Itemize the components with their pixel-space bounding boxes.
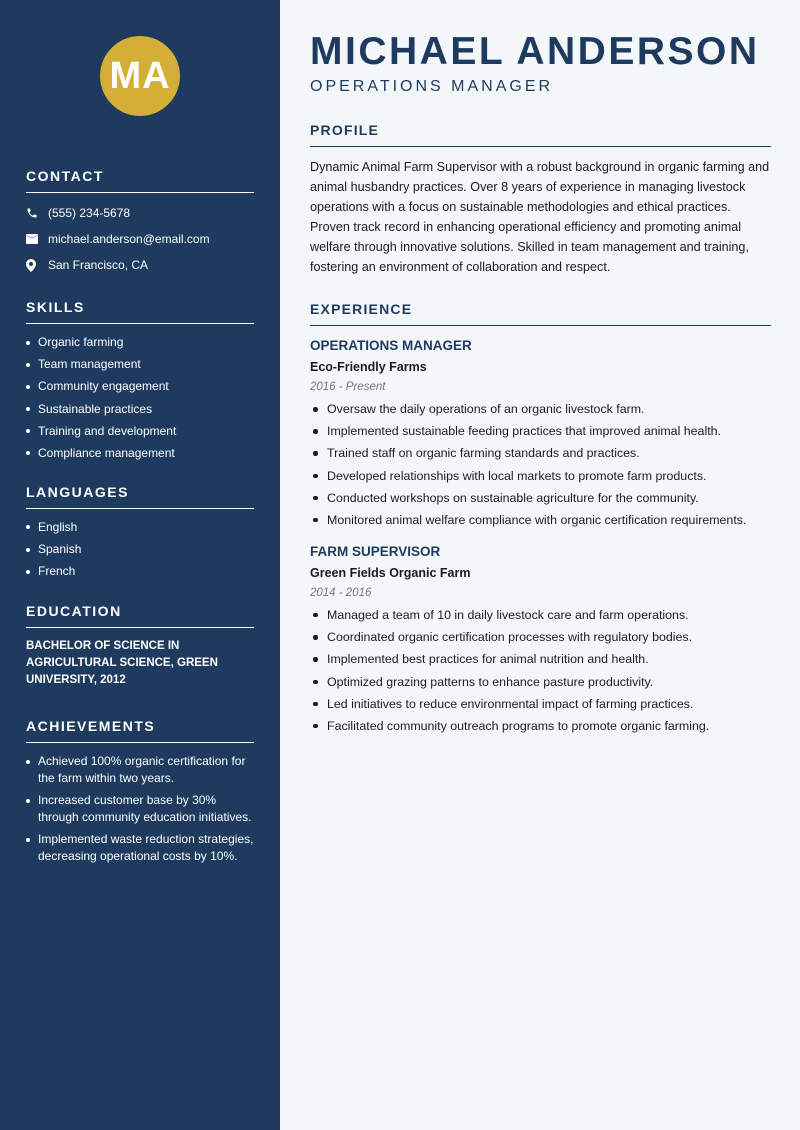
job-bullet: Oversaw the daily operations of an organic livestock farm.: [310, 401, 771, 417]
job-bullet: Trained staff on organic farming standards and practices.: [310, 445, 771, 461]
experience-title: EXPERIENCE: [310, 301, 771, 326]
job-company: Green Fields Organic Farm: [310, 565, 471, 580]
candidate-name: MICHAEL ANDERSON: [310, 30, 760, 73]
email-icon: [26, 234, 48, 244]
language-item: Spanish: [26, 541, 254, 557]
language-item: English: [26, 519, 254, 535]
achievement-item: Implemented waste reduction strategies, decreasing operational costs by 10%.: [26, 831, 254, 865]
languages-section: [26, 484, 254, 579]
languages-list: [26, 519, 254, 579]
job-bullets: [310, 401, 771, 528]
skills-title: SKILLS: [26, 299, 254, 324]
education-section: [26, 603, 254, 689]
languages-title: LANGUAGES: [26, 484, 254, 509]
profile-title: PROFILE: [310, 122, 771, 147]
location-icon: [26, 259, 48, 272]
avatar-initials: MA: [109, 54, 171, 97]
job-bullet: Developed relationships with local markets to promote farm products.: [310, 468, 771, 484]
job-dates: 2016 - Present: [310, 381, 386, 393]
job-entry: [310, 544, 771, 734]
achievement-item: Achieved 100% organic certification for the farm within two years.: [26, 753, 254, 787]
achievements-title: ACHIEVEMENTS: [26, 718, 254, 743]
skill-item: Community engagement: [26, 378, 254, 394]
job-bullet: Facilitated community outreach programs to promote organic farming.: [310, 718, 771, 734]
job-bullet: Optimized grazing patterns to enhance pasture productivity.: [310, 674, 771, 690]
contact-phone: [26, 205, 254, 221]
job-entry: [310, 338, 771, 528]
job-bullet: Implemented sustainable feeding practices that improved animal health.: [310, 423, 771, 439]
email-text[interactable]: michael.anderson@email.com: [48, 232, 210, 246]
phone-icon: [26, 207, 48, 219]
skill-item: Sustainable practices: [26, 401, 254, 417]
location-text: San Francisco, CA: [48, 258, 149, 272]
main-content: [310, 0, 771, 740]
skills-list: [26, 334, 254, 461]
profile-section: [310, 122, 771, 277]
job-bullet: Led initiatives to reduce environmental impact of farming practices.: [310, 696, 771, 712]
contact-title: CONTACT: [26, 168, 254, 193]
job-bullet: Monitored animal welfare compliance with organic certification requirements.: [310, 512, 771, 528]
job-bullet: Coordinated organic certification processes with regulatory bodies.: [310, 629, 771, 645]
contact-email: [26, 231, 254, 247]
phone-text[interactable]: (555) 234-5678: [48, 206, 131, 220]
job-role: FARM SUPERVISOR: [310, 543, 441, 559]
job-dates: 2014 - 2016: [310, 586, 372, 599]
skills-section: [26, 299, 254, 461]
language-item: French: [26, 563, 254, 579]
job-company: Eco-Friendly Farms: [310, 360, 427, 374]
skill-item: Compliance management: [26, 445, 254, 461]
achievement-item: Increased customer base by 30% through community education initiatives.: [26, 792, 254, 826]
skill-item: Training and development: [26, 423, 254, 439]
job-bullets: [310, 607, 771, 734]
contact-location: [26, 257, 254, 273]
avatar: [100, 36, 180, 116]
education-degree: BACHELOR OF SCIENCE IN AGRICULTURAL SCIENCE, GREEN UNIVERSITY, 2012: [26, 640, 218, 687]
skill-item: Team management: [26, 356, 254, 372]
job-bullet: Managed a team of 10 in daily livestock care and farm operations.: [310, 607, 771, 623]
contact-section: [26, 168, 254, 273]
experience-section: [310, 301, 771, 734]
skill-item: Organic farming: [26, 334, 254, 350]
job-role: OPERATIONS MANAGER: [310, 338, 472, 353]
candidate-title: OPERATIONS MANAGER: [310, 78, 554, 95]
achievements-section: [26, 718, 254, 865]
achievements-list: [26, 753, 254, 865]
job-bullet: Implemented best practices for animal nutrition and health.: [310, 651, 771, 667]
profile-text: Dynamic Animal Farm Supervisor with a robust background in organic farming and animal husbandry practices. Over 8 years of experience in managing livestock operations with a focus on sustainable methodologies and ethical practices. Proven track record in enhancing operational efficiency and promoting animal welfare through innovative solutions. Skilled in team management and training, fostering an environment of collaboration and respect.: [310, 160, 770, 274]
job-bullet: Conducted workshops on sustainable agriculture for the community.: [310, 490, 771, 506]
sidebar: [0, 0, 280, 1130]
education-title: EDUCATION: [26, 603, 254, 628]
